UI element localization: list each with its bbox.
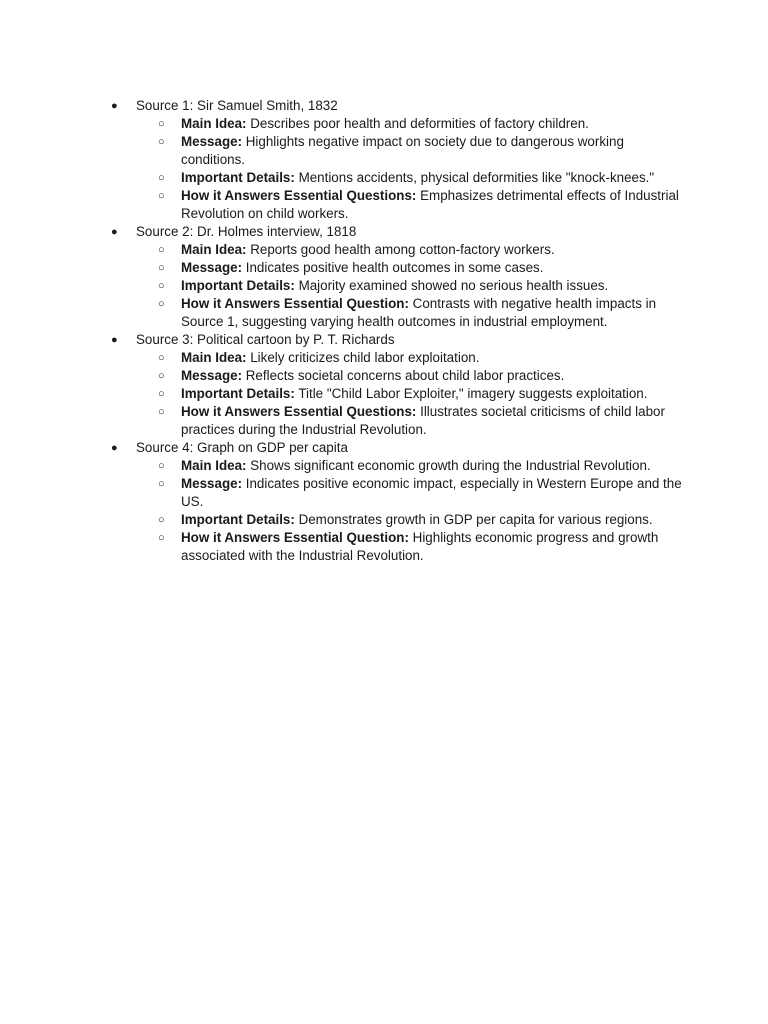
detail-label: How it Answers Essential Questions: <box>181 188 417 203</box>
detail-label: Message: <box>181 260 243 275</box>
source-title: Source 1: Sir Samuel Smith, 1832 <box>136 98 338 113</box>
hollow-bullet-icon: ○ <box>158 298 165 310</box>
detail-item <box>136 295 691 331</box>
source-details <box>136 457 691 565</box>
detail-item <box>136 241 691 259</box>
source-title: Source 4: Graph on GDP per capita <box>136 440 348 455</box>
hollow-bullet-icon: ○ <box>158 244 165 256</box>
detail-text: Likely criticizes child labor exploitation. <box>246 350 480 365</box>
source-item <box>111 97 691 223</box>
source-item <box>111 439 691 565</box>
hollow-bullet-icon: ○ <box>158 370 165 382</box>
hollow-bullet-icon: ○ <box>158 460 165 472</box>
hollow-bullet-icon: ○ <box>158 388 165 400</box>
detail-text: Illustrates societal criticisms of child labor practices during the Industrial Revolution. <box>181 404 665 437</box>
source-title: Source 3: Political cartoon by P. T. Richards <box>136 332 395 347</box>
detail-text: Demonstrates growth in GDP per capita for various regions. <box>294 512 653 527</box>
detail-text: Describes poor health and deformities of factory children. <box>246 116 589 131</box>
hollow-bullet-icon: ○ <box>158 118 165 130</box>
detail-label: How it Answers Essential Question: <box>181 530 409 545</box>
bullet-icon: ● <box>111 226 118 238</box>
source-details <box>136 241 691 331</box>
detail-text: Emphasizes detrimental effects of Industrial Revolution on child workers. <box>181 188 679 221</box>
detail-text: Mentions accidents, physical deformities like "knock-knees." <box>294 170 655 185</box>
detail-label: Important Details: <box>181 278 295 293</box>
detail-item <box>136 349 691 367</box>
detail-label: Message: <box>181 368 243 383</box>
detail-text: Highlights negative impact on society due to dangerous working conditions. <box>181 134 624 167</box>
detail-label: Important Details: <box>181 512 295 527</box>
hollow-bullet-icon: ○ <box>158 190 165 202</box>
detail-item <box>136 367 691 385</box>
detail-label: Main Idea: <box>181 458 247 473</box>
hollow-bullet-icon: ○ <box>158 280 165 292</box>
detail-label: Important Details: <box>181 386 295 401</box>
source-title: Source 2: Dr. Holmes interview, 1818 <box>136 224 357 239</box>
detail-label: Main Idea: <box>181 350 247 365</box>
bullet-icon: ● <box>111 334 118 346</box>
detail-item <box>136 277 691 295</box>
hollow-bullet-icon: ○ <box>158 172 165 184</box>
source-outline <box>111 97 691 565</box>
detail-label: How it Answers Essential Questions: <box>181 404 417 419</box>
hollow-bullet-icon: ○ <box>158 352 165 364</box>
detail-item <box>136 511 691 529</box>
detail-text: Title "Child Labor Exploiter," imagery suggests exploitation. <box>294 386 648 401</box>
detail-text: Indicates positive economic impact, especially in Western Europe and the US. <box>181 476 682 509</box>
hollow-bullet-icon: ○ <box>158 406 165 418</box>
hollow-bullet-icon: ○ <box>158 532 165 544</box>
detail-label: Message: <box>181 134 243 149</box>
source-details <box>136 115 691 223</box>
detail-label: Main Idea: <box>181 242 247 257</box>
detail-item <box>136 169 691 187</box>
source-item <box>111 331 691 439</box>
detail-text: Highlights economic progress and growth associated with the Industrial Revolution. <box>181 530 659 563</box>
detail-item <box>136 385 691 403</box>
detail-text: Reflects societal concerns about child labor practices. <box>242 368 565 383</box>
hollow-bullet-icon: ○ <box>158 478 165 490</box>
detail-text: Indicates positive health outcomes in some cases. <box>242 260 544 275</box>
hollow-bullet-icon: ○ <box>158 136 165 148</box>
hollow-bullet-icon: ○ <box>158 514 165 526</box>
detail-item <box>136 529 691 565</box>
source-item <box>111 223 691 331</box>
detail-item <box>136 187 691 223</box>
detail-item <box>136 403 691 439</box>
detail-text: Contrasts with negative health impacts in Source 1, suggesting varying health outcomes in industrial employment. <box>181 296 657 329</box>
detail-label: How it Answers Essential Question: <box>181 296 409 311</box>
source-details <box>136 349 691 439</box>
detail-item <box>136 133 691 169</box>
detail-label: Main Idea: <box>181 116 247 131</box>
bullet-icon: ● <box>111 442 118 454</box>
detail-item <box>136 259 691 277</box>
bullet-icon: ● <box>111 100 118 112</box>
detail-item <box>136 457 691 475</box>
detail-label: Message: <box>181 476 243 491</box>
hollow-bullet-icon: ○ <box>158 262 165 274</box>
detail-text: Shows significant economic growth during the Industrial Revolution. <box>246 458 651 473</box>
detail-label: Important Details: <box>181 170 295 185</box>
detail-text: Majority examined showed no serious health issues. <box>294 278 609 293</box>
detail-item <box>136 475 691 511</box>
detail-text: Reports good health among cotton-factory workers. <box>246 242 555 257</box>
detail-item <box>136 115 691 133</box>
